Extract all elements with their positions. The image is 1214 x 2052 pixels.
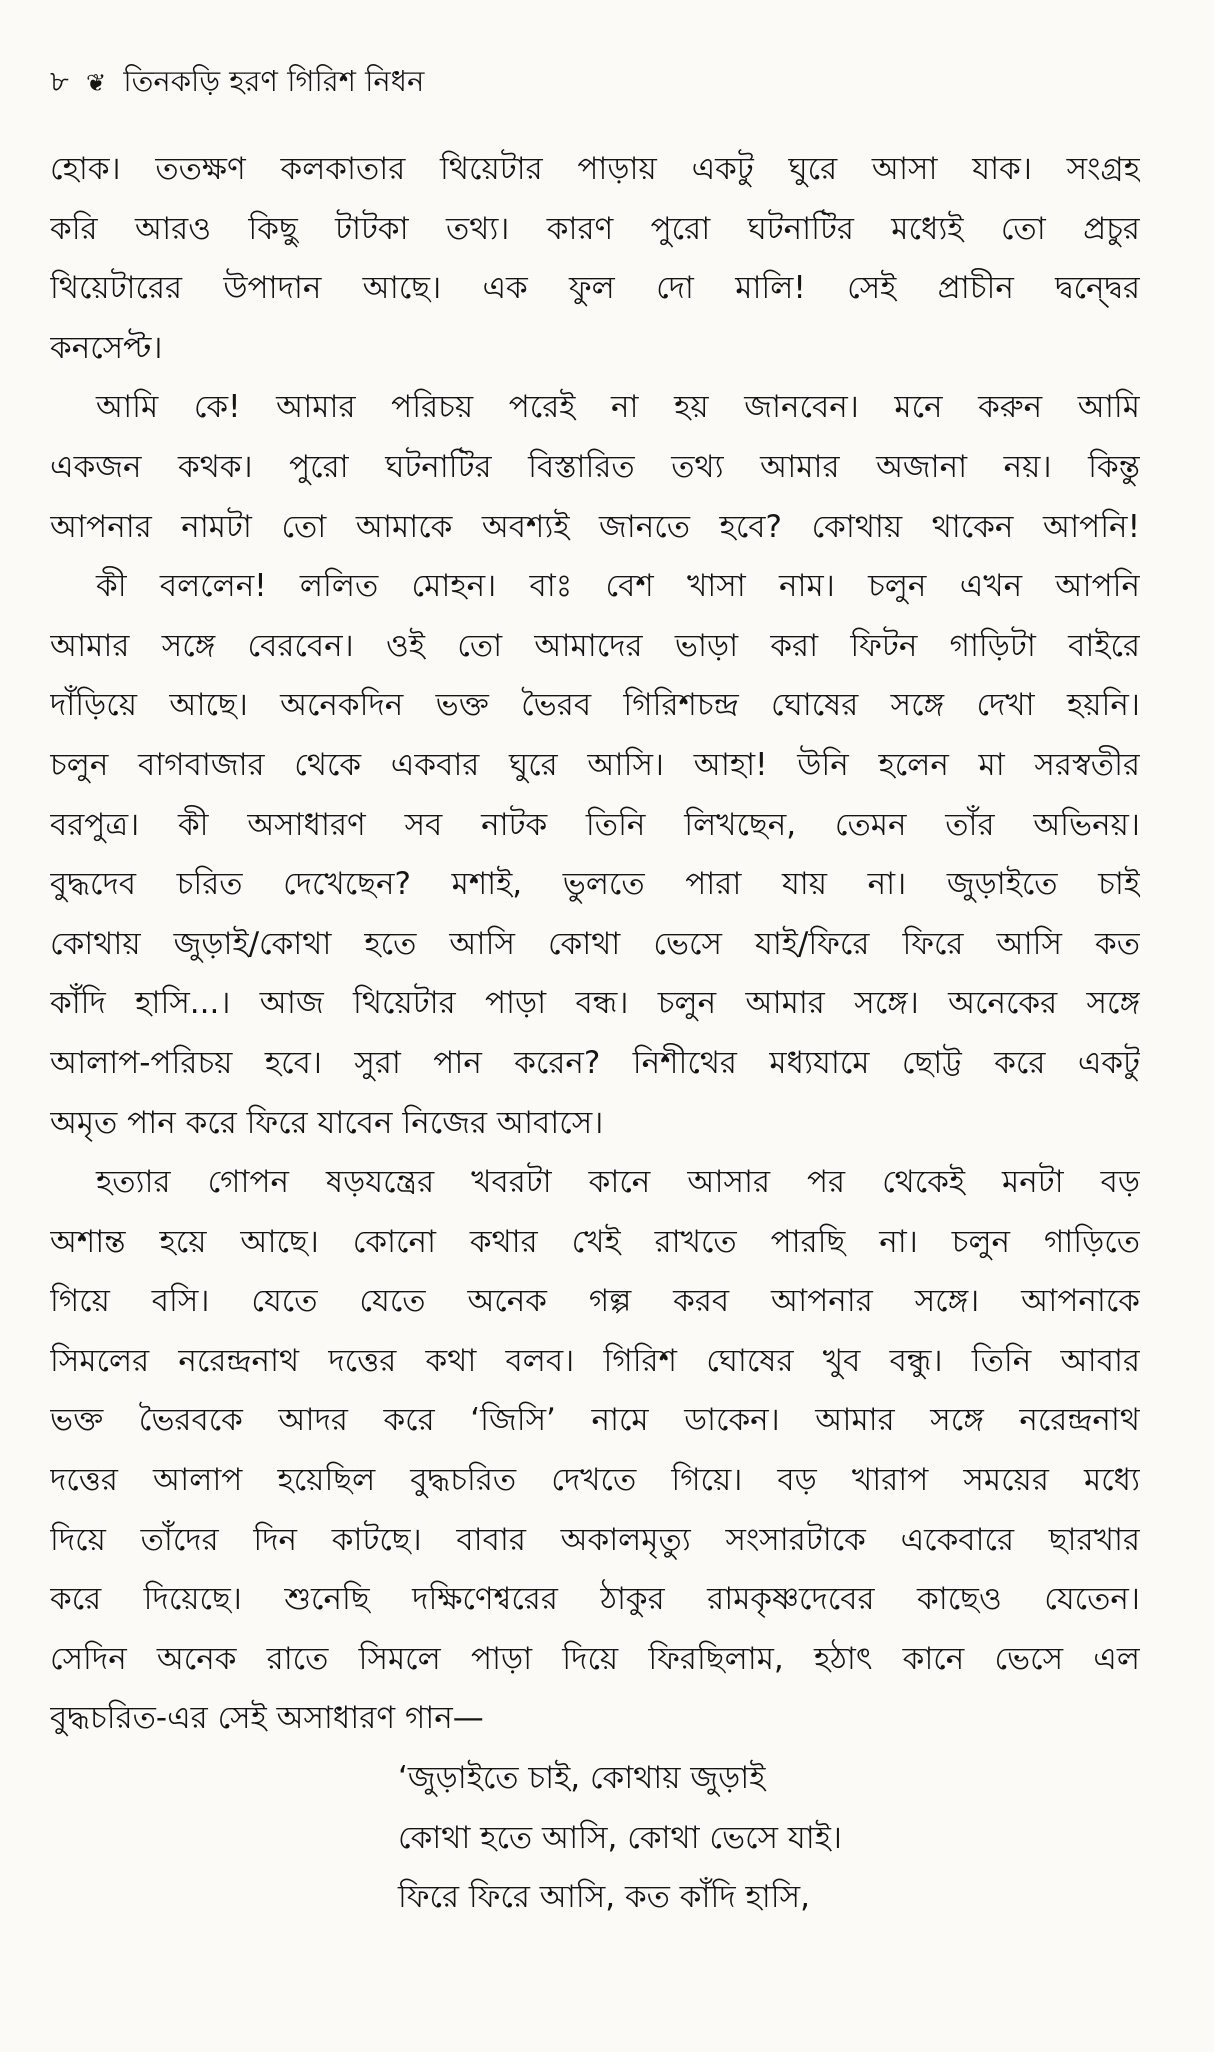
text-line: কী বললেন! ললিত মোহন। বাঃ বেশ খাসা নাম। চলুন এখন আপনি <box>96 568 1140 605</box>
text-line: আমি কে! আমার পরিচয় পরেই না হয় জানবেন। মনে করুন আমি <box>96 389 1140 426</box>
text-line: হত্যার গোপন ষড়যন্ত্রের খবরটা কানে আসার পর থেকেই মনটা বড় <box>96 1164 1140 1201</box>
text-line: করে দিয়েছে। শুনেছি দক্ষিণেশ্বরের ঠাকুর রামকৃষ্ণদেবের কাছেও যেতেন। <box>50 1581 1140 1618</box>
text-line: দত্তের আলাপ হয়েছিল বুদ্ধচরিত দেখতে গিয়ে। বড় খারাপ সময়ের মধ্যে <box>50 1462 1140 1499</box>
text-line: কোথায় জুড়াই/কোথা হতে আসি কোথা ভেসে যাই/ফিরে ফিরে আসি কত <box>50 925 1140 962</box>
text-line: থিয়েটারের উপাদান আছে। এক ফুল দো মালি! সেই প্রাচীন দ্বন্দ্বের <box>50 270 1140 307</box>
text-line: অমৃত পান করে ফিরে যাবেন নিজের আবাসে। <box>50 1104 604 1141</box>
text-line: হোক। ততক্ষণ কলকাতার থিয়েটার পাড়ায় একটু ঘুরে আসা যাক। সংগ্রহ <box>50 151 1140 187</box>
text-line: বুদ্ধচরিত-এর সেই অসাধারণ গান— <box>50 1700 484 1737</box>
text-line: আলাপ-পরিচয় হবে। সুরা পান করেন? নিশীথের মধ্যযামে ছোট্ট করে একটু <box>50 1044 1140 1081</box>
text-line: কনসেপ্ট। <box>50 329 163 366</box>
verse-line: কোথা হতে আসি, কোথা ভেসে যাই। <box>398 1819 842 1856</box>
text-line: কাঁদি হাসি...। আজ থিয়েটার পাড়া বন্ধ। চলুন আমার সঙ্গে। অনেকের সঙ্গে <box>50 985 1140 1022</box>
text-line: করি আরও কিছু টাটকা তথ্য। কারণ পুরো ঘটনাটির মধ্যেই তো প্রচুর <box>50 210 1140 247</box>
text-line: আপনার নামটা তো আমাকে অবশ্যই জানতে হবে? কোথায় থাকেন আপনি! <box>50 508 1140 545</box>
text-line: আমার সঙ্গে বেরবেন। ওই তো আমাদের ভাড়া করা ফিটন গাড়িটা বাইরে <box>50 627 1140 664</box>
text-line: একজন কথক। পুরো ঘটনাটির বিস্তারিত তথ্য আমার অজানা নয়। কিন্তু <box>50 448 1140 485</box>
verse-line: ফিরে ফিরে আসি, কত কাঁদি হাসি, <box>398 1879 810 1916</box>
text-line: দাঁড়িয়ে আছে। অনেকদিন ভক্ত ভৈরব গিরিশচন্দ্র ঘোষের সঙ্গে দেখা হয়নি। <box>50 687 1140 724</box>
text-line: গিয়ে বসি। যেতে যেতে অনেক গল্প করব আপনার সঙ্গে। আপনাকে <box>50 1283 1140 1320</box>
text-line: দিয়ে তাঁদের দিন কাটছে। বাবার অকালমৃত্যু সংসারটাকে একেবারে ছারখার <box>50 1521 1140 1558</box>
text-line: চলুন বাগবাজার থেকে একবার ঘুরে আসি। আহা! উনি হলেন মা সরস্বতীর <box>50 746 1140 783</box>
running-header <box>50 60 424 104</box>
text-line: সিমলের নরেন্দ্রনাথ দত্তের কথা বলব। গিরিশ ঘোষের খুব বন্ধু। তিনি আবার <box>50 1342 1140 1379</box>
text-line: বুদ্ধদেব চরিত দেখেছেন? মশাই, ভুলতে পারা যায় না। জুড়াইতে চাই <box>50 866 1140 903</box>
text-line: ভক্ত ভৈরবকে আদর করে ‘জিসি’ নামে ডাকেন। আমার সঙ্গে নরেন্দ্রনাথ <box>50 1402 1140 1439</box>
ornament-icon: ❦ <box>86 69 107 97</box>
page-body <box>50 140 1140 1928</box>
text-line: বরপুত্র। কী অসাধারণ সব নাটক তিনি লিখছেন, তেমন তাঁর অভিনয়। <box>50 806 1140 843</box>
running-title: তিনকড়ি হরণ গিরিশ নিধন <box>123 64 425 98</box>
text-line: অশান্ত হয়ে আছে। কোনো কথার খেই রাখতে পারছি না। চলুন গাড়িতে <box>50 1223 1140 1260</box>
verse-line: ‘জুড়াইতে চাই, কোথায় জুড়াই <box>398 1760 766 1797</box>
text-line: সেদিন অনেক রাতে সিমলে পাড়া দিয়ে ফিরছিলাম, হঠাৎ কানে ভেসে এল <box>50 1640 1140 1677</box>
page-number: ৮ <box>50 64 69 98</box>
